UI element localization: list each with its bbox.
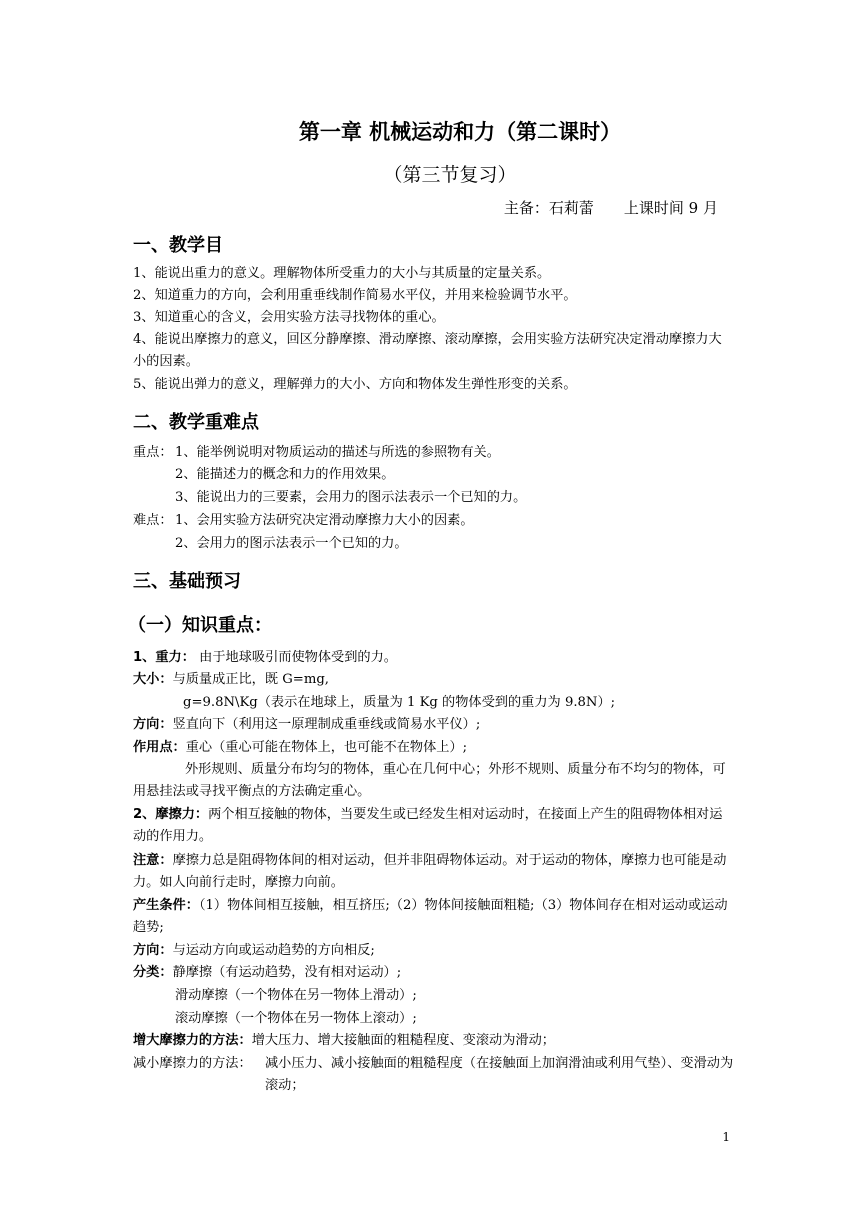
class-time: 上课时间 9 月 [623, 199, 718, 217]
friction-type-3: 滚动摩擦（一个物体在另一物体上滚动）; [175, 1011, 417, 1026]
section-2-heading: 二、教学重难点 [133, 412, 259, 433]
friction-dir-label: 方向： [133, 943, 173, 958]
gravity-direction-label: 方向： [133, 717, 173, 732]
gravity-g: g=9.8N\Kg（表示在地球上，质量为 1 Kg 的物体受到的重力为 9.8N）; [183, 695, 616, 710]
author: 主备：石莉蕾 [503, 199, 594, 217]
friction-increase [133, 1030, 555, 1052]
friction-label: 2、摩擦力： [133, 807, 209, 822]
key-point-2: 2、能描述力的概念和力的作用效果。 [175, 467, 395, 482]
friction-type-2: 滑动摩擦（一个物体在另一物体上滑动）; [175, 988, 417, 1003]
friction-decrease-label: 减小摩擦力的方法： [133, 1056, 252, 1071]
gravity-point-line [133, 737, 467, 759]
difficulty-2: 2、会用力的图示法表示一个已知的力。 [175, 536, 408, 551]
section-1-heading: 一、教学目 [133, 235, 223, 256]
objective-2: 2、知道重力的方向，会利用重垂线制作简易水平仪，并用来检验调节水平。 [133, 288, 577, 303]
friction-inc-label: 增大摩擦力的方法： [133, 1033, 252, 1048]
knowledge-heading: （一）知识重点： [128, 615, 272, 636]
friction-types [133, 962, 401, 984]
page-title: 第一章 机械运动和力（第二课时） [298, 120, 622, 144]
page-number: 1 [722, 1130, 730, 1144]
key-point-3: 3、能说出力的三要素，会用力的图示法表示一个已知的力。 [175, 490, 527, 505]
friction-cond-label: 产生条件： [133, 898, 199, 913]
gravity-size-label: 大小： [133, 672, 173, 687]
objective-1: 1、能说出重力的意义。理解物体所受重力的大小与其质量的定量关系。 [133, 266, 551, 281]
friction-decrease-text: 减小压力、减小接触面的粗糙程度（在接触面上加润滑油或利用气垫）、变滑动为滚动； [265, 1056, 734, 1093]
section-3-heading: 三、基础预习 [133, 571, 241, 592]
friction-note-label: 注意： [133, 853, 173, 868]
friction-cond-text: （1）物体间相互接触，相互挤压;（2）物体间接触面粗糙;（3）物体间存在相对运动或运动趋势; [133, 898, 728, 935]
friction-type-1: 静摩擦（有运动趋势，没有相对运动）; [172, 965, 402, 980]
gravity-line [133, 647, 397, 669]
key-points-label: 重点： [133, 445, 173, 460]
objective-5: 5、能说出弹力的意义，理解弹力的大小、方向和物体发生弹性形变的关系。 [133, 377, 577, 392]
friction-note-text: 摩擦力总是阻碍物体间的相对运动，但并非阻碍物体运动。对于运动的物体，摩擦力也可能是动力。如人向前行走时，摩擦力向前。 [133, 853, 727, 890]
objective-4: 4、能说出摩擦力的意义，回区分静摩擦、滑动摩擦、滚动摩擦，会用实验方法研究决定滑动摩擦力大小的因素。 [133, 332, 722, 369]
byline [504, 197, 718, 218]
difficulty-1: 1、会用实验方法研究决定滑动摩擦力大小的因素。 [175, 513, 474, 528]
objective-3: 3、知道重心的含义，会用实验方法寻找物体的重心。 [133, 310, 445, 325]
friction-type-label: 分类： [133, 965, 173, 980]
page-subtitle: （第三节复习） [383, 164, 517, 186]
gravity-direction-line [133, 714, 480, 736]
gravity-point-label: 作用点： [133, 740, 186, 755]
friction-note [133, 850, 733, 894]
friction-dir-text: 与运动方向或运动趋势的方向相反; [172, 943, 375, 958]
friction-definition [133, 804, 733, 848]
gravity-direction: 竖直向下（利用这一原理制成重垂线或简易水平仪）; [172, 717, 481, 732]
gravity-label: 1、重力： [133, 650, 195, 665]
friction-conditions [133, 895, 733, 939]
friction-inc-text: 增大压力、增大接触面的粗糙程度、变滚动为滑动； [251, 1033, 555, 1048]
friction-direction [133, 940, 375, 962]
gravity-definition: 由于地球吸引而使物体受到的力。 [194, 650, 397, 665]
gravity-point: 重心（重心可能在物体上，也可能不在物体上）; [185, 740, 468, 755]
key-point-1: 1、能举例说明对物质运动的描述与所选的参照物有关。 [175, 445, 500, 460]
gravity-size-line [133, 669, 329, 691]
gravity-size: 与质量成正比，既 G=mg, [172, 672, 329, 687]
gravity-center-note: 外形规则、质量分布均匀的物体，重心在几何中心；外形不规则、质量分布不均匀的物体，可用悬挂法或寻找平衡点的方法确定重心。 [133, 762, 726, 799]
friction-def-text: 两个相互接触的物体，当要发生或已经发生相对运动时，在接面上产生的阻碍物体相对运动的作用力。 [133, 807, 723, 844]
difficulty-label: 难点： [133, 513, 173, 528]
